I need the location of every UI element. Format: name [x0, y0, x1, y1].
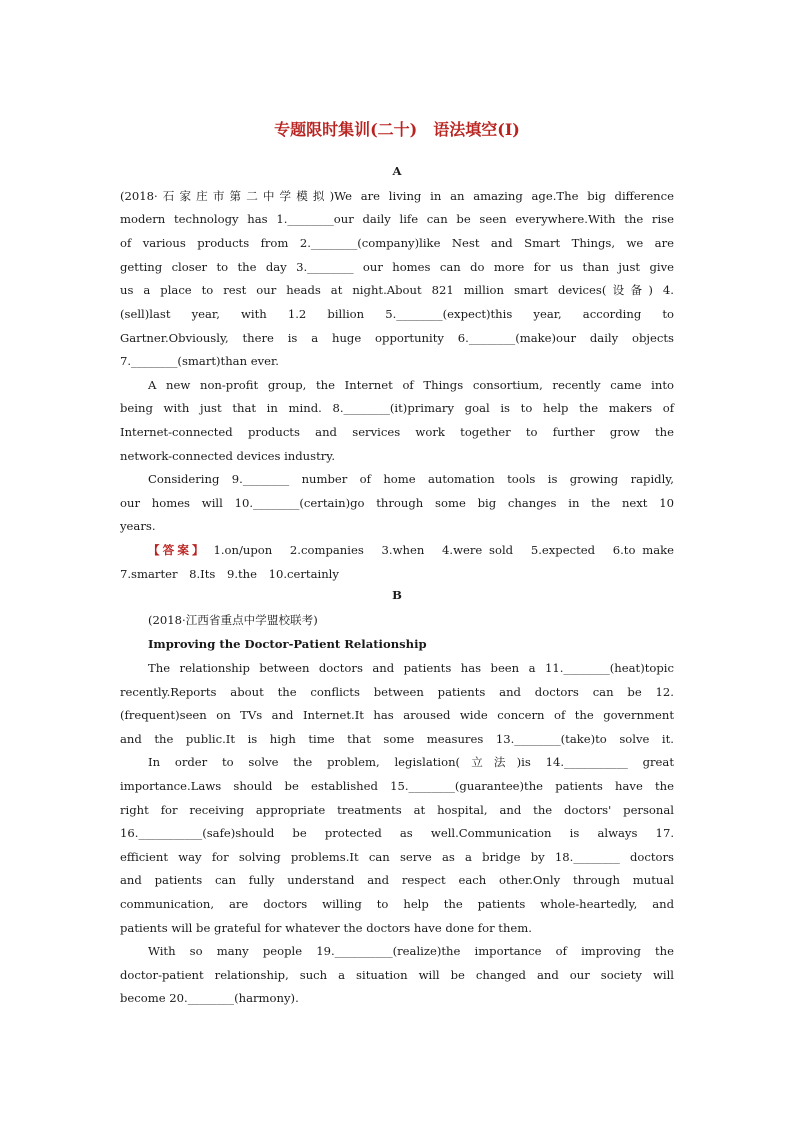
passage-a-line: (sell)last year, with 1.2 billion 5.________(expect)this year, according to: [120, 307, 674, 321]
section-b-label: B: [392, 588, 402, 602]
passage-a-line: us a place to rest our heads at night.About 821 million smart devices(设备) 4.: [120, 283, 674, 297]
answer-line: [148, 541, 674, 559]
passage-a-line: Internet-connected products and services work together to further grow the: [120, 425, 674, 439]
passage-a-line: getting closer to the day 3.________ our homes can do more for us than just give: [120, 260, 674, 274]
passage-a-line: modern technology has 1.________our daily life can be seen everywhere.With the rise: [120, 212, 674, 226]
page-title: 专题限时集训(二十) 语法填空(Ⅰ): [274, 120, 520, 139]
passage-a-line: (2018·石家庄市第二中学模拟)We are living in an amazing age.The big difference: [120, 189, 674, 203]
passage-a-line: years.: [120, 519, 156, 533]
answer-text: 1.on/upon 2.companies 3.when 4.were sold 5.expected 6.to make: [213, 543, 674, 557]
passage-b-line: With so many people 19.__________(realize)the importance of improving the: [148, 944, 674, 958]
passage-b-line: and the public.It is high time that some measures 13.________(take)to solve it.: [120, 732, 674, 746]
passage-a-line: being with just that in mind. 8.________(it)primary goal is to help the makers of: [120, 401, 674, 415]
passage-b-source: (2018·江西省重点中学盟校联考): [148, 613, 318, 627]
passage-b-line: patients will be grateful for whatever the doctors have done for them.: [120, 921, 532, 935]
passage-b-line: doctor-patient relationship, such a situation will be changed and our society will: [120, 968, 674, 982]
passage-b-line: The relationship between doctors and patients has been a 11.________(heat)topic: [148, 661, 674, 675]
passage-b-line: In order to solve the problem, legislation(立法)is 14.___________ great: [148, 755, 674, 769]
passage-b-line: communication, are doctors willing to help the patients whole-heartedly, and: [120, 897, 674, 911]
passage-b-line: 16.___________(safe)should be protected as well.Communication is always 17.: [120, 826, 674, 840]
passage-a-line: Considering 9.________ number of home automation tools is growing rapidly,: [148, 472, 674, 486]
passage-a-line: our homes will 10.________(certain)go through some big changes in the next 10: [120, 496, 674, 510]
passage-b-line: right for receiving appropriate treatments at hospital, and the doctors' personal: [120, 803, 674, 817]
passage-a-line: Gartner.Obviously, there is a huge opportunity 6.________(make)our daily objects: [120, 331, 674, 345]
passage-b-line: efficient way for solving problems.It can serve as a bridge by 18.________ doctors: [120, 850, 674, 864]
section-a-label: A: [392, 164, 402, 178]
answer-tag: 【答案】: [148, 543, 207, 557]
passage-a-line: network-connected devices industry.: [120, 449, 335, 463]
answer-line: 7.smarter 8.Its 9.the 10.certainly: [120, 567, 339, 581]
passage-a-line: 7.________(smart)than ever.: [120, 354, 279, 368]
passage-a-line: of various products from 2.________(company)like Nest and Smart Things, we are: [120, 236, 674, 250]
passage-b-line: become 20.________(harmony).: [120, 991, 299, 1005]
passage-b-line: and patients can fully understand and respect each other.Only through mutual: [120, 873, 674, 887]
passage-b-line: recently.Reports about the conflicts between patients and doctors can be 12.: [120, 685, 674, 699]
passage-b-line: (frequent)seen on TVs and Internet.It has aroused wide concern of the government: [120, 708, 674, 722]
passage-b-heading: Improving the Doctor-Patient Relationship: [148, 637, 427, 651]
passage-a-line: A new non-profit group, the Internet of Things consortium, recently came into: [148, 378, 674, 392]
passage-b-line: importance.Laws should be established 15.________(guarantee)the patients have the: [120, 779, 674, 793]
